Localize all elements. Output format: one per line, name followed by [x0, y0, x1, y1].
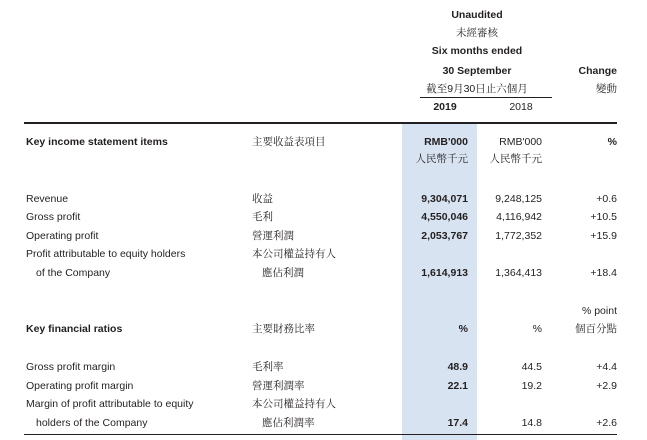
row-change-value: +15.9 [590, 230, 617, 242]
row-label-cn-continued: 應佔利潤 [262, 267, 304, 279]
row-change-value: +2.6 [596, 417, 617, 429]
row-prior-value: 9,248,125 [495, 193, 542, 205]
row-label-cn: 毛利率 [252, 361, 284, 373]
income-section-title-cn: 主要收益表項目 [252, 136, 326, 148]
six-months-label: Six months ended [431, 45, 523, 57]
ratios-unit-prior: % [532, 323, 542, 335]
period-underline [420, 97, 552, 98]
row-current-value: 9,304,071 [421, 193, 468, 205]
row-label-cn: 收益 [252, 193, 273, 205]
row-label-continued: of the Company [36, 267, 111, 279]
row-change-value: +2.9 [596, 380, 617, 392]
row-label: Revenue [26, 193, 69, 205]
row-label: Margin of profit attributable to equity [26, 398, 194, 410]
row-label-cn: 本公司權益持有人 [252, 398, 336, 410]
row-change-value: +10.5 [590, 211, 617, 223]
ratios-section-title: Key financial ratios [26, 323, 123, 335]
ratios-section-title-cn: 主要財務比率 [252, 323, 315, 335]
row-label-cn: 營運利潤率 [252, 380, 305, 392]
row-label: Operating profit [26, 230, 99, 242]
unaudited-label-cn: 未經審核 [456, 27, 498, 39]
header-rule [24, 122, 617, 124]
year-prior: 2018 [509, 101, 533, 113]
row-prior-value: 1,364,413 [495, 267, 542, 279]
row-label: Gross profit margin [26, 361, 116, 373]
change-header: Change [578, 65, 617, 77]
row-label: Operating profit margin [26, 380, 134, 392]
income-unit-current: RMB'000 [424, 136, 468, 148]
row-change-value: +18.4 [590, 267, 617, 279]
row-prior-value: 4,116,942 [496, 211, 542, 223]
income-unit-change: % [607, 136, 617, 148]
change-header-cn: 變動 [596, 83, 617, 95]
row-prior-value: 14.8 [521, 417, 542, 429]
row-current-value: 4,550,046 [421, 211, 468, 223]
row-prior-value: 19.2 [521, 380, 542, 392]
period-label-cn: 截至9月30日止六個月 [426, 83, 528, 95]
income-unit-prior-cn: 人民幣千元 [489, 153, 542, 165]
row-current-value: 48.9 [447, 361, 468, 373]
income-unit-prior: RMB'000 [499, 136, 542, 148]
row-current-value: 1,614,913 [421, 267, 468, 279]
ratios-unit-change: % point [581, 305, 617, 317]
ratios-unit-change-cn: 個百分點 [575, 323, 617, 335]
row-change-value: +4.4 [596, 361, 617, 373]
income-unit-current-cn: 人民幣千元 [415, 153, 468, 165]
row-label-cn-continued: 應佔利潤率 [262, 417, 315, 429]
bottom-rule [24, 434, 617, 435]
row-label-continued: holders of the Company [36, 417, 148, 429]
row-prior-value: 1,772,352 [495, 230, 542, 242]
year-current: 2019 [433, 101, 457, 113]
period-label: 30 September [442, 65, 512, 77]
row-current-value: 2,053,767 [421, 230, 468, 242]
row-label: Profit attributable to equity holders [26, 248, 186, 260]
row-change-value: +0.6 [596, 193, 617, 205]
row-current-value: 17.4 [447, 417, 468, 429]
row-prior-value: 44.5 [521, 361, 542, 373]
income-section-title: Key income statement items [26, 136, 168, 148]
row-label-cn: 營運利潤 [252, 230, 294, 242]
unaudited-label: Unaudited [451, 9, 503, 21]
row-label: Gross profit [26, 211, 81, 223]
ratios-unit-current: % [458, 323, 468, 335]
row-current-value: 22.1 [447, 380, 468, 392]
row-label-cn: 本公司權益持有人 [252, 248, 336, 260]
row-label-cn: 毛利 [252, 211, 273, 223]
